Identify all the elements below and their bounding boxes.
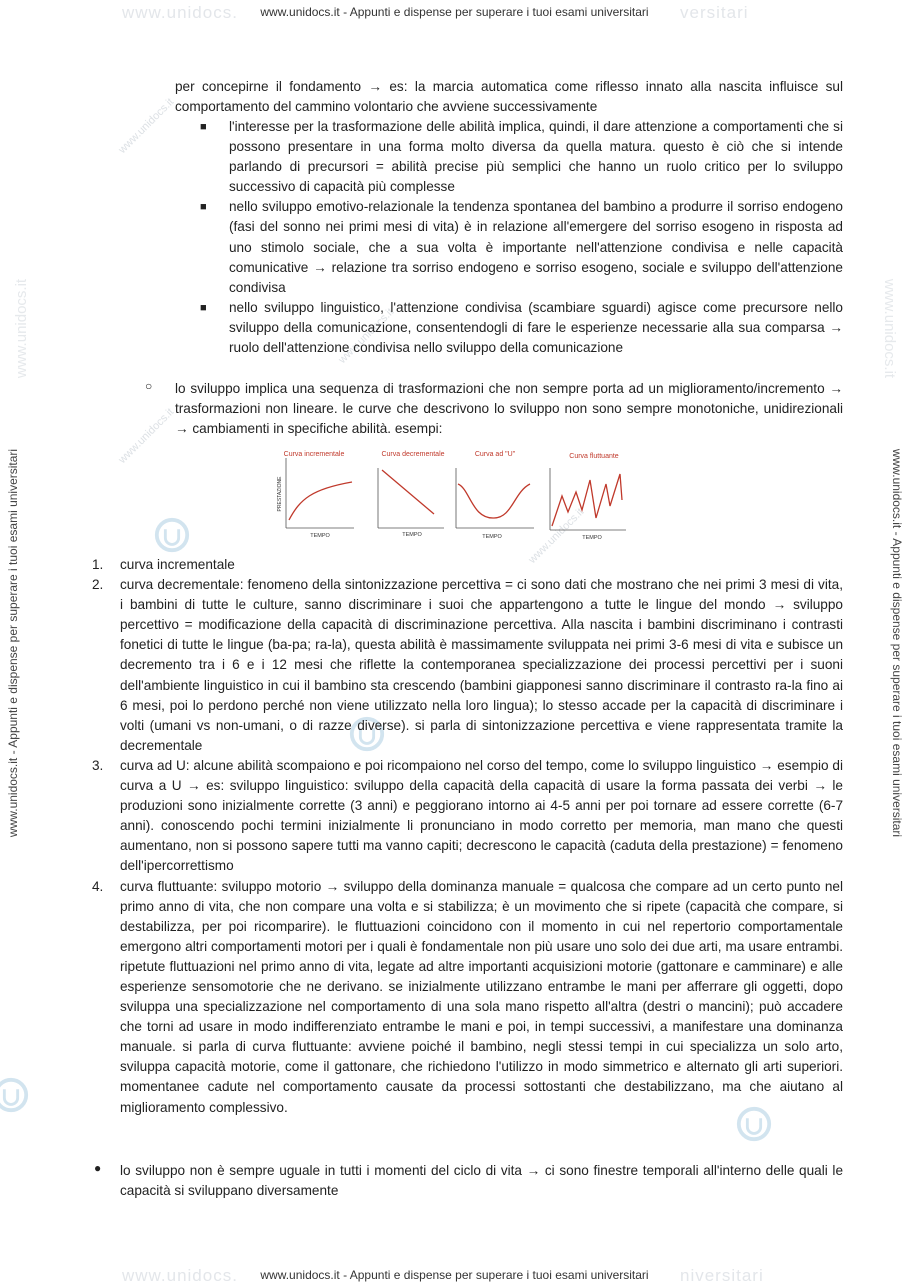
panel-decremental — [378, 451, 445, 538]
footer-text: www.unidocs.it - Appunti e dispense per superare i tuoi esami universitari — [260, 1268, 649, 1282]
panel-title: Curva fluttuante — [569, 453, 619, 460]
panel-incremental — [277, 451, 354, 539]
panel-title: Curva ad "U" — [474, 451, 516, 458]
square-bullet-icon: ■ — [200, 121, 207, 133]
right-side-text: www.unidocs.it - Appunti e dispense per superare i tuoi esami universitari — [890, 448, 904, 838]
square-bullet-list — [200, 117, 843, 358]
list-item: 4. curva fluttuante: sviluppo motorio → sviluppo della dominanza manuale = qualcosa che compare ad un certo punto nel primo anno di vita, che non compare una volta e si stabilizza; è un movimento che si ripete (capacità che compare, si destabilizza, per poi ricomparire). le fluttuazioni coincidono con il momento in cui nel repertorio comportamentale emergono altri comportamenti motori per i quali è fondamentale non più usare uno solo dei due arti, ma usare entrambi. ripetute fluttuazioni nel primo anno di vita, legate ad altre importanti acquisizioni motorie (gattonare e camminare) e alle esperienze sensomotorie che ne derivano. se inizialmente utilizzano entrambe le mani per afferrare gli oggetti, dopo sviluppa una specializzazione nel comportamento di una sola mano rispetto all'altra (destri o mancini); può accadere che torni ad usare in modo indifferenziato entrambe le mani e poi, in tempi successivi, a manifestare una dominanza manuale. si parla di curva fluttuante: avviene poiché il bambino, negli stessi tempi in cui specializza un solo arto, sviluppa capacità motorie, come il gattonare, che richiedono l'utilizzo in modo simmetrico e alternato gli arti superiori. momentanee cadute nel comportamento causate da processi sottostanti che destabilizzano, ma che aiutano al miglioramento complessivo. — [92, 878, 843, 1115]
page-header — [0, 3, 909, 22]
right-side-ghost: www.unidocs.it — [881, 278, 899, 379]
square-bullet-icon: ■ — [200, 201, 207, 214]
list-number: 1. — [92, 557, 104, 572]
list-item: ■ nello sviluppo emotivo-relazionale la tendenza spontanea del bambino a produrre il sorriso endogeno (fasi del sonno nei primi mesi di vita) è in relazione all'emergere del sorriso esogeno in risposta ad uno stimolo sociale, che a sua volta è importante nell'attenzione condivisa e nelle capacità comunicative → relazione tra sorriso endogeno e sorriso esogeno, sociale e sviluppo dell'attenzione condivisa — [200, 199, 843, 295]
curve-decremental — [382, 470, 434, 514]
axis-y-label: PRESTAZIONE — [277, 476, 283, 512]
numbered-list — [92, 555, 843, 1118]
panel-fluctuating — [550, 453, 626, 541]
axis-x-label: TEMPO — [310, 533, 330, 539]
continuation-paragraph: per concepirne il fondamento → es: la marcia automatica come riflesso innato alla nascita influisce sul comportamento del cammino volontario che avviene successivamente — [175, 79, 843, 115]
filled-bullet-icon: ● — [94, 1161, 102, 1175]
diagonal-watermark: www.unidocs.it — [336, 306, 397, 366]
diagonal-watermark: www.unidocs.it — [526, 506, 587, 566]
list-item: 1. curva incrementale — [92, 555, 843, 575]
header-text: www.unidocs.it - Appunti e dispense per superare i tuoi esami universitari — [260, 5, 649, 19]
filled-bullet-item — [92, 1161, 843, 1201]
axis-x-label: TEMPO — [582, 535, 602, 541]
diagonal-watermark: www.unidocs.it — [116, 406, 177, 466]
circle-bullet-text: lo sviluppo implica una sequenza di trasformazioni che non sempre porta ad un miglioramento/incremento → trasformazioni non lineare. le curve che descrivono lo sviluppo non sono sempre monotoniche, unidirezionali → cambiamenti in specifiche abilità. esempi: — [175, 381, 843, 437]
unidocs-logo-icon — [153, 516, 191, 554]
list-number: 4. — [92, 878, 104, 894]
panel-u-curve — [456, 451, 534, 540]
diagonal-watermark: www.unidocs.it — [116, 96, 177, 156]
unidocs-logo-icon — [0, 1076, 30, 1114]
list-item: 3. curva ad U: alcune abilità scompaiono e poi ricompaiono nel corso del tempo, come lo sviluppo linguistico → esempio di curva a U → es: sviluppo linguistico: sviluppo della capacità della capacità di usare la forma passata dei verbi → le produzioni sono inizialmente corrette (3 anni) e peggiorano intorno ai 4-5 anni per poi tornare ad essere corrette (6-7 anni). conoscendo pochi termini inizialmente li pronunciano in modo corretto per memoria, man mano che questi aumentano, non si possono sapere tutti ma vanno capiti; decrescono le capacità (caduta della prestazione) = fenomeno dell'ipercorrettismo — [92, 757, 843, 874]
footer-watermark-left: www.unidocs. — [122, 1266, 238, 1285]
square-bullet-icon: ■ — [200, 301, 207, 314]
left-side-ghost: www.unidocs.it — [13, 278, 31, 379]
curve-incremental — [289, 482, 352, 520]
filled-bullet-text: lo sviluppo non è sempre uguale in tutti i momenti del ciclo di vita → ci sono finestre temporali all'interno delle quali le capacità si sviluppano diversamente — [120, 1163, 843, 1199]
axis-x-label: TEMPO — [402, 532, 422, 538]
curve-u — [458, 484, 530, 518]
footer-watermark-right: niversitari — [680, 1266, 764, 1285]
development-curves-figure — [272, 444, 632, 544]
header-watermark-left: www.unidocs. — [122, 3, 238, 22]
axis-x-label: TEMPO — [482, 534, 502, 540]
circle-bullet-item — [145, 379, 843, 439]
list-item: ■ nello sviluppo linguistico, l'attenzione condivisa (scambiare sguardi) agisce come precursore nello sviluppo della comunicazione, consentendogli di fare le esperienze necessarie alla sua comparsa → ruolo dell'attenzione condivisa nello sviluppo della comunicazione — [200, 299, 843, 356]
header-watermark-right: versitari — [680, 3, 749, 22]
circle-bullet-icon: ○ — [145, 379, 153, 393]
page-footer — [0, 1266, 909, 1285]
list-number: 3. — [92, 757, 104, 773]
panel-title: Curva incrementale — [283, 451, 345, 458]
panel-title: Curva decrementale — [381, 451, 445, 458]
left-side-text: www.unidocs.it - Appunti e dispense per superare i tuoi esami universitari — [6, 448, 20, 838]
curve-fluctuating — [552, 474, 622, 526]
list-number: 2. — [92, 577, 104, 593]
list-item: ■ l'interesse per la trasformazione delle abilità implica, quindi, il dare attenzione a comportamenti che si possono presentare in una forma molto diversa da quella matura. questo è ciò che si intende parlando di precursori = abilità precise più semplici che hanno un ruolo critico per lo sviluppo successivo di capacità più complesse — [200, 119, 843, 195]
list-item: 2. curva decrementale: fenomeno della sintonizzazione percettiva = ci sono dati che mostrano che nei primi 3 mesi di vita, i bambini di tutte le culture, sanno discriminare i suoi che appartengono a tutte le lingue del mondo → sviluppo percettivo = modificazione della capacità di discriminazione percettiva. Alla nascita i bambini discriminano i contrasti fonetici di tutte le lingue (ba-pa; ra-la), questa abilità è massimamente sviluppata nei primi 3-6 mesi di vita e subisce un decremento tra i 6 e i 12 mesi che riflette la contemporanea specializzazione dei processi percettivi per i suoni dell'ambiente linguistico in cui il bambino sta crescendo (bambini giapponesi sanno discriminare il contrasto ra-la fino ai 6 mesi, poi lo perdono perché non viene utilizzato nella loro lingua); lo stesso accade per la capacità di discriminare i volti (umani vs non-umani, o di razze diverse). si parla di sintonizzazione percettiva e viene rappresentata tramite la decrementale — [92, 577, 843, 753]
